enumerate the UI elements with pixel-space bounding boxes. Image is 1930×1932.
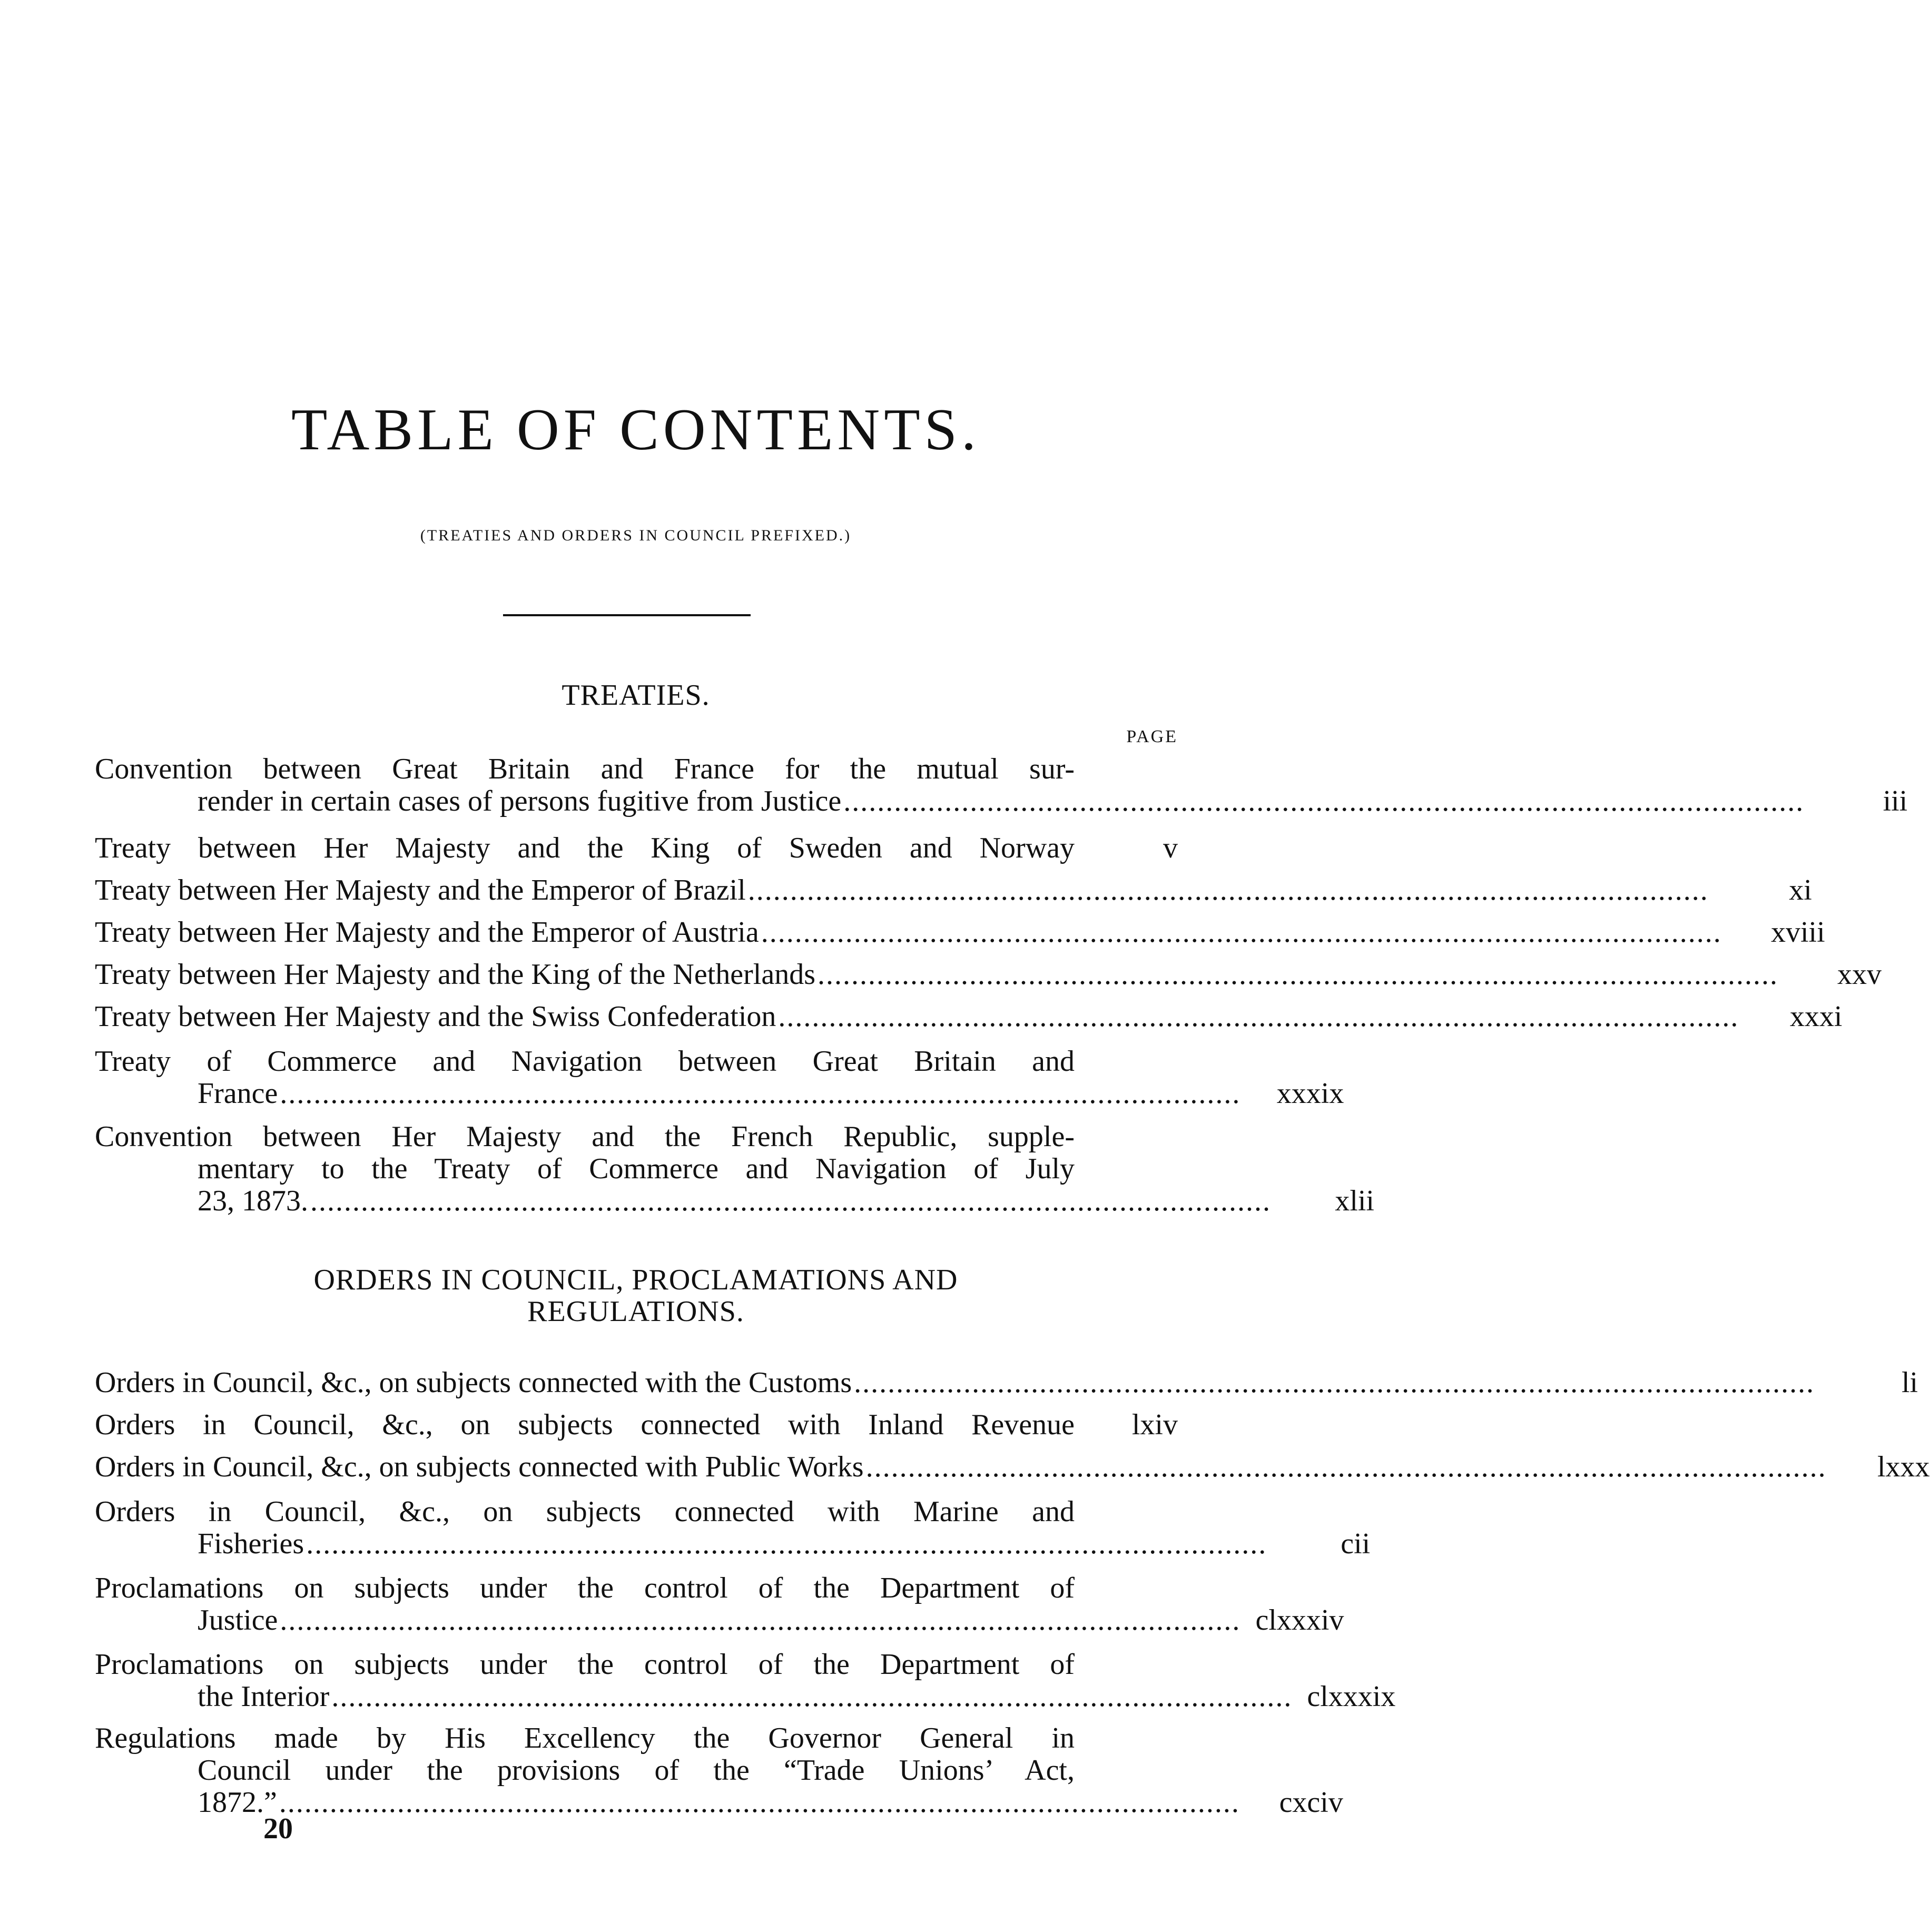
leader-dots: ..................................................................................................................: [331, 1680, 1293, 1713]
toc-entry-text: Treaty between Her Majesty and the Swiss Confederation: [95, 1000, 776, 1033]
toc-entry-text: Proclamations on subjects under the control of the Department of: [95, 1572, 1075, 1604]
toc-entry-page: iii: [1883, 785, 1908, 817]
toc-entry-text: Orders in Council, &c., on subjects connected with the Customs: [95, 1366, 852, 1399]
orders-heading-line1: ORDERS IN COUNCIL, PROCLAMATIONS AND: [313, 1264, 958, 1296]
toc-entry-text: 23, 1873.: [198, 1185, 308, 1217]
leader-dots: ..................................................................................................................: [279, 1786, 1240, 1819]
toc-entry-text: Council under the provisions of the “Trade Unions’ Act,: [198, 1754, 1075, 1787]
toc-entry-page: xxv: [1837, 958, 1882, 991]
toc-entry-treaty-netherlands: [95, 958, 1882, 991]
toc-entry-text: Treaty of Commerce and Navigation between Great Britain and: [95, 1045, 1075, 1078]
treaties-heading: TREATIES.: [562, 679, 710, 712]
toc-entry-text: Treaty between Her Majesty and the Emperor of Austria: [95, 916, 759, 949]
toc-entry-text: mentary to the Treaty of Commerce and Navigation of July: [198, 1152, 1075, 1185]
toc-entry-convention-french-republic: [95, 1120, 1374, 1217]
toc-entry-page: xxxix: [1276, 1077, 1344, 1110]
toc-entry-convention-great-britain-france: [95, 753, 1908, 817]
toc-entry-page: xlii: [1335, 1185, 1374, 1217]
page-subtitle: (TREATIES AND ORDERS IN COUNCIL PREFIXED.): [420, 527, 852, 544]
toc-entry-treaty-commerce-navigation: [95, 1045, 1344, 1110]
toc-entry-page: lxiv: [1131, 1408, 1178, 1441]
toc-entry-text: Convention between Great Britain and France for the mutual sur-: [95, 753, 1075, 785]
toc-entry-page: clxxxiv: [1255, 1604, 1344, 1637]
leader-dots: ..................................................................................................................: [280, 1077, 1241, 1110]
toc-entry-text: Fisheries: [198, 1527, 304, 1560]
page-folio: 20: [263, 1812, 293, 1845]
toc-entry-text: render in certain cases of persons fugitive from Justice: [198, 785, 842, 817]
toc-entry-page: lxxx: [1877, 1451, 1930, 1483]
toc-entry-treaty-austria: [95, 916, 1825, 949]
toc-entry-text: Treaty between Her Majesty and the King of the Netherlands: [95, 958, 815, 991]
orders-heading-line2: REGULATIONS.: [527, 1295, 744, 1328]
toc-entry-treaty-brazil: [95, 874, 1812, 906]
leader-dots: ..................................................................................................................: [778, 1000, 1739, 1033]
toc-entry-regulations-trade-unions: [95, 1722, 1343, 1819]
toc-entry-page: clxxxix: [1307, 1680, 1396, 1713]
toc-entry-text: Treaty between Her Majesty and the King of Sweden and Norway: [95, 832, 1075, 864]
toc-entry-page: cii: [1341, 1527, 1371, 1560]
toc-entry-text: Orders in Council, &c., on subjects connected with Public Works: [95, 1451, 864, 1483]
title-divider: [503, 614, 751, 616]
toc-entry-page: xxxi: [1789, 1000, 1843, 1033]
toc-entry-text: Convention between Her Majesty and the French Republic, supple-: [95, 1120, 1075, 1153]
toc-entry-proclamations-justice: [95, 1572, 1344, 1637]
page-column-label: PAGE: [1126, 727, 1178, 746]
toc-entry-text: Proclamations on subjects under the control of the Department of: [95, 1648, 1075, 1681]
toc-entry-treaty-swiss: [95, 1000, 1843, 1033]
toc-entry-treaty-sweden-norway: [95, 832, 1178, 864]
toc-entry-text: Orders in Council, &c., on subjects connected with Inland Revenue: [95, 1408, 1075, 1441]
toc-entry-page: xi: [1789, 874, 1812, 906]
leader-dots: ..................................................................................................................: [865, 1451, 1827, 1483]
toc-entry-page: li: [1901, 1366, 1918, 1399]
toc-entry-orders-customs: [95, 1366, 1918, 1399]
toc-entry-page: xviii: [1771, 916, 1825, 949]
toc-entry-text: Orders in Council, &c., on subjects connected with Marine and: [95, 1495, 1075, 1528]
toc-entry-orders-marine-fisheries: [95, 1495, 1371, 1560]
leader-dots: ..................................................................................................................: [817, 958, 1778, 991]
toc-entry-text: the Interior: [198, 1680, 330, 1713]
leader-dots: ..................................................................................................................: [306, 1527, 1267, 1560]
page-title: TABLE OF CONTENTS.: [291, 397, 980, 462]
leader-dots: ..................................................................................................................: [310, 1185, 1271, 1217]
toc-entry-text: Justice: [198, 1604, 278, 1637]
leader-dots: ..................................................................................................................: [854, 1366, 1815, 1399]
leader-dots: ..................................................................................................................: [280, 1604, 1241, 1637]
toc-entry-text: 1872.”: [198, 1786, 277, 1819]
toc-entry-page: cxciv: [1279, 1786, 1343, 1819]
leader-dots: ..................................................................................................................: [761, 916, 1722, 949]
toc-entry-text: Regulations made by His Excellency the Governor General in: [95, 1722, 1075, 1754]
toc-entry-orders-public-works: [95, 1451, 1930, 1483]
toc-entry-text: France: [198, 1077, 278, 1110]
toc-entry-proclamations-interior: [95, 1648, 1396, 1713]
toc-entry-text: Treaty between Her Majesty and the Emperor of Brazil: [95, 874, 746, 906]
leader-dots: ..................................................................................................................: [747, 874, 1709, 906]
toc-entry-orders-inland-revenue: [95, 1409, 1178, 1441]
leader-dots: ..................................................................................................................: [843, 785, 1805, 817]
toc-entry-page: v: [1163, 832, 1178, 864]
